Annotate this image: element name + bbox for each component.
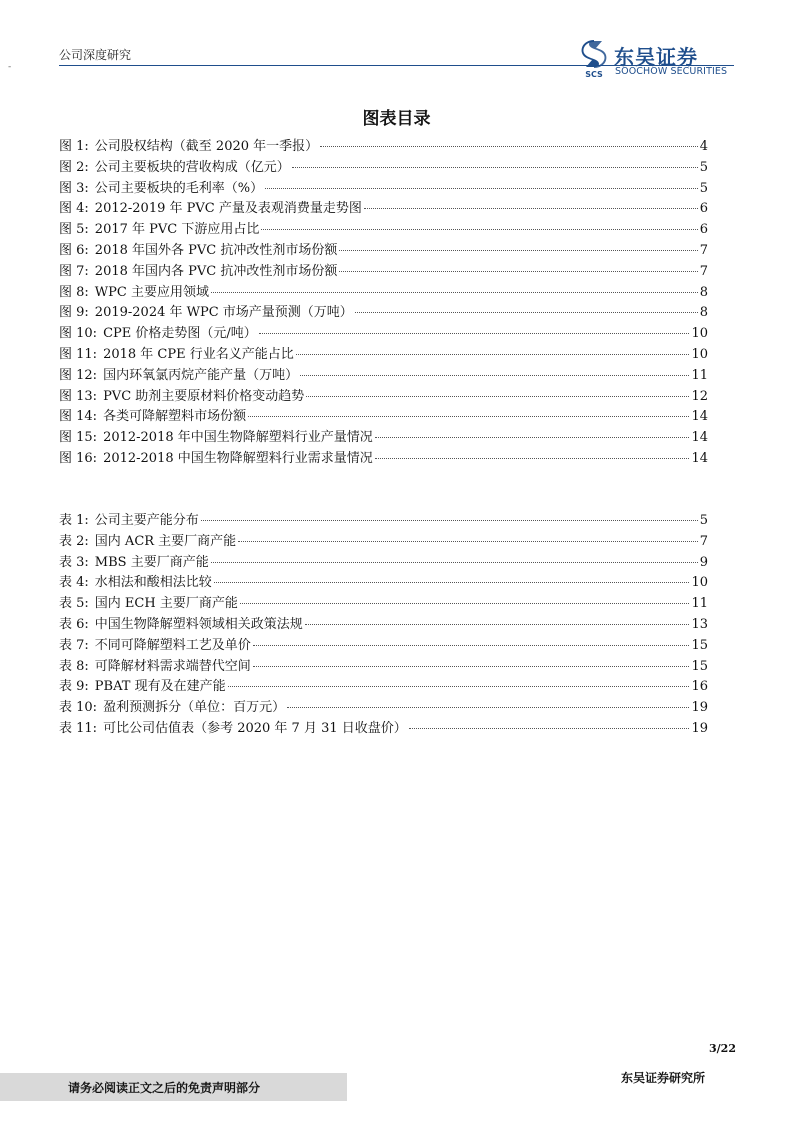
toc-entry-table-4[interactable] [59, 573, 708, 594]
toc-entry-table-5[interactable] [59, 594, 708, 615]
toc-label: 图 16: [59, 450, 98, 466]
toc-text: 2019-2024 年 WPC 市场产量预测（万吨） [94, 305, 353, 321]
toc-text: 不同可降解塑料工艺及单价 [94, 637, 251, 653]
table-list [59, 511, 708, 740]
toc-leader [364, 208, 698, 209]
toc-leader [211, 292, 698, 293]
toc-label: 表 11: [59, 720, 98, 736]
toc-label: 图 6: [59, 242, 89, 258]
toc-entry-figure-3[interactable] [59, 179, 708, 200]
toc-leader [339, 250, 697, 251]
toc-entry-figure-7[interactable] [59, 262, 708, 283]
toc-leader [306, 396, 689, 397]
toc-leader [211, 562, 698, 563]
toc-entry-figure-10[interactable] [59, 324, 708, 345]
toc-entry-table-11[interactable] [59, 719, 708, 740]
toc-page-number: 13 [691, 616, 708, 632]
toc-entry-figure-1[interactable] [59, 137, 708, 158]
toc-label: 图 14: [59, 409, 98, 425]
toc-text: 2018 年 CPE 行业名义产能占比 [103, 346, 294, 362]
toc-label: 图 15: [59, 430, 98, 446]
toc-label: 表 5: [59, 596, 89, 612]
report-type-label: 公司深度研究 [59, 48, 132, 62]
toc-page-number: 7 [699, 533, 708, 549]
toc-leader [248, 416, 689, 417]
toc-label: 表 2: [59, 533, 89, 549]
toc-leader [214, 582, 690, 583]
toc-leader [375, 458, 690, 459]
toc-page-number: 10 [691, 326, 708, 342]
toc-entry-table-9[interactable] [59, 677, 708, 698]
toc-label: 表 3: [59, 554, 89, 570]
toc-page-number: 11 [691, 367, 708, 383]
toc-entry-figure-6[interactable] [59, 241, 708, 262]
toc-page-number: 9 [699, 554, 708, 570]
toc-page-number: 10 [691, 346, 708, 362]
toc-leader [287, 707, 689, 708]
toc-entry-table-1[interactable] [59, 511, 708, 532]
toc-entry-figure-9[interactable] [59, 303, 708, 324]
toc-page-number: 6 [699, 201, 708, 217]
toc-entry-figure-4[interactable] [59, 199, 708, 220]
toc-label: 图 9: [59, 305, 89, 321]
toc-leader [409, 728, 690, 729]
toc-entry-figure-12[interactable] [59, 366, 708, 387]
toc-label: 表 6: [59, 616, 89, 632]
toc-entry-figure-14[interactable] [59, 407, 708, 428]
toc-leader [265, 188, 698, 189]
toc-text: 公司股权结构（截至 2020 年一季报） [94, 139, 319, 154]
toc-page-number: 14 [691, 409, 708, 425]
toc-leader [240, 603, 690, 604]
logo-emblem-text: SCS [585, 70, 603, 78]
toc-text: 2012-2018 中国生物降解塑料行业需求量情况 [103, 450, 373, 466]
toc-label: 表 1: [59, 513, 89, 528]
toc-label: 图 13: [59, 388, 98, 404]
toc-entry-figure-5[interactable] [59, 220, 708, 241]
toc-leader [201, 520, 698, 521]
toc-text: 可比公司估值表（参考 2020 年 7 月 31 日收盘价） [103, 720, 407, 736]
toc-entry-table-2[interactable] [59, 532, 708, 553]
logo-emblem-icon [578, 40, 610, 78]
toc-label: 图 2: [59, 159, 89, 175]
toc-entry-table-3[interactable] [59, 553, 708, 574]
toc-text: PBAT 现有及在建产能 [94, 679, 226, 695]
toc-page-number: 15 [691, 658, 708, 674]
toc-entry-figure-8[interactable] [59, 283, 708, 304]
toc-entry-figure-15[interactable] [59, 428, 708, 449]
toc-text: 2018 年国内各 PVC 抗冲改性剂市场份额 [94, 263, 338, 279]
toc-entry-figure-16[interactable] [59, 449, 708, 470]
toc-leader [253, 666, 690, 667]
toc-text: 2012-2019 年 PVC 产量及表观消费量走势图 [94, 201, 362, 217]
toc-entry-table-7[interactable] [59, 636, 708, 657]
toc-leader [305, 624, 690, 625]
footer-organization: 东吴证券研究所 [620, 1071, 705, 1085]
toc-text: 盈利预测拆分（单位：百万元） [103, 700, 286, 716]
toc-leader [261, 229, 697, 230]
toc-leader [375, 437, 690, 438]
toc-page-number: 5 [699, 159, 708, 175]
toc-page-number: 19 [691, 720, 708, 736]
toc-text: 可降解材料需求端替代空间 [94, 658, 251, 674]
toc-label: 表 9: [59, 679, 89, 695]
toc-label: 图 8: [59, 284, 89, 300]
toc-entry-figure-2[interactable] [59, 158, 708, 179]
toc-label: 图 12: [59, 367, 98, 383]
toc-leader [300, 375, 689, 376]
footer-disclaimer: 请务必阅读正文之后的免责声明部分 [68, 1081, 261, 1095]
toc-page-number: 6 [699, 222, 708, 238]
toc-page-number: 19 [691, 700, 708, 716]
toc-text: 2012-2018 年中国生物降解塑料行业产量情况 [103, 430, 373, 446]
toc-label: 表 10: [59, 700, 98, 716]
toc-text: 国内 ECH 主要厂商产能 [94, 596, 238, 612]
toc-leader [296, 354, 690, 355]
toc-label: 图 11: [59, 346, 98, 362]
toc-leader [320, 146, 698, 147]
toc-page-number: 10 [691, 575, 708, 591]
toc-text: 公司主要板块的毛利率（%） [94, 180, 264, 196]
toc-text: 2018 年国外各 PVC 抗冲改性剂市场份额 [94, 242, 338, 258]
logo-name-en: SOOCHOW SECURITIES [615, 66, 728, 77]
toc-entry-figure-11[interactable] [59, 345, 708, 366]
toc-page-number: 4 [699, 139, 708, 154]
toc-leader [355, 312, 698, 313]
toc-page-number: 7 [699, 263, 708, 279]
toc-page-number: 8 [699, 284, 708, 300]
toc-leader [253, 645, 690, 646]
toc-text: WPC 主要应用领域 [94, 284, 209, 300]
logo-name-cn: 东吴证券 [614, 45, 698, 69]
toc-leader [228, 686, 690, 687]
toc-label: 表 4: [59, 575, 89, 591]
toc-text: 公司主要板块的营收构成（亿元） [94, 159, 290, 175]
toc-text: PVC 助剂主要原材料价格变动趋势 [103, 388, 305, 404]
toc-entry-table-8[interactable] [59, 657, 708, 678]
toc-text: 国内 ACR 主要厂商产能 [94, 533, 237, 549]
toc-text: CPE 价格走势图（元/吨） [103, 326, 257, 342]
margin-mark: - [8, 62, 12, 72]
toc-text: 中国生物降解塑料领域相关政策法规 [94, 616, 303, 632]
toc-label: 图 5: [59, 222, 89, 238]
toc-text: 国内环氧氯丙烷产能产量（万吨） [103, 367, 299, 383]
toc-leader [259, 333, 690, 334]
toc-leader [339, 271, 697, 272]
toc-text: MBS 主要厂商产能 [94, 554, 209, 570]
toc-page-number: 5 [699, 513, 708, 528]
toc-label: 表 8: [59, 658, 89, 674]
toc-title: 图表目录 [362, 109, 431, 129]
toc-page-number: 5 [699, 180, 708, 196]
toc-entry-figure-13[interactable] [59, 387, 708, 408]
toc-label: 图 3: [59, 180, 89, 196]
toc-label: 图 10: [59, 326, 98, 342]
toc-page-number: 14 [691, 450, 708, 466]
toc-label: 图 4: [59, 201, 89, 217]
toc-entry-table-10[interactable] [59, 698, 708, 719]
toc-text: 2017 年 PVC 下游应用占比 [94, 222, 260, 238]
toc-page-number: 15 [691, 637, 708, 653]
toc-leader [292, 167, 698, 168]
toc-text: 水相法和酸相法比较 [94, 575, 212, 591]
toc-text: 各类可降解塑料市场份额 [103, 409, 247, 425]
toc-label: 图 7: [59, 263, 89, 279]
toc-page-number: 14 [691, 430, 708, 446]
toc-entry-table-6[interactable] [59, 615, 708, 636]
company-logo [578, 40, 738, 80]
page-number: 3/22 [709, 1042, 736, 1055]
figure-list [59, 137, 708, 470]
toc-label: 表 7: [59, 637, 89, 653]
toc-text: 公司主要产能分布 [94, 513, 199, 528]
toc-page-number: 8 [699, 305, 708, 321]
toc-page-number: 12 [691, 388, 708, 404]
toc-label: 图 1: [59, 139, 89, 154]
toc-leader [238, 541, 698, 542]
toc-page-number: 7 [699, 242, 708, 258]
toc-page-number: 16 [691, 679, 708, 695]
toc-page-number: 11 [691, 596, 708, 612]
